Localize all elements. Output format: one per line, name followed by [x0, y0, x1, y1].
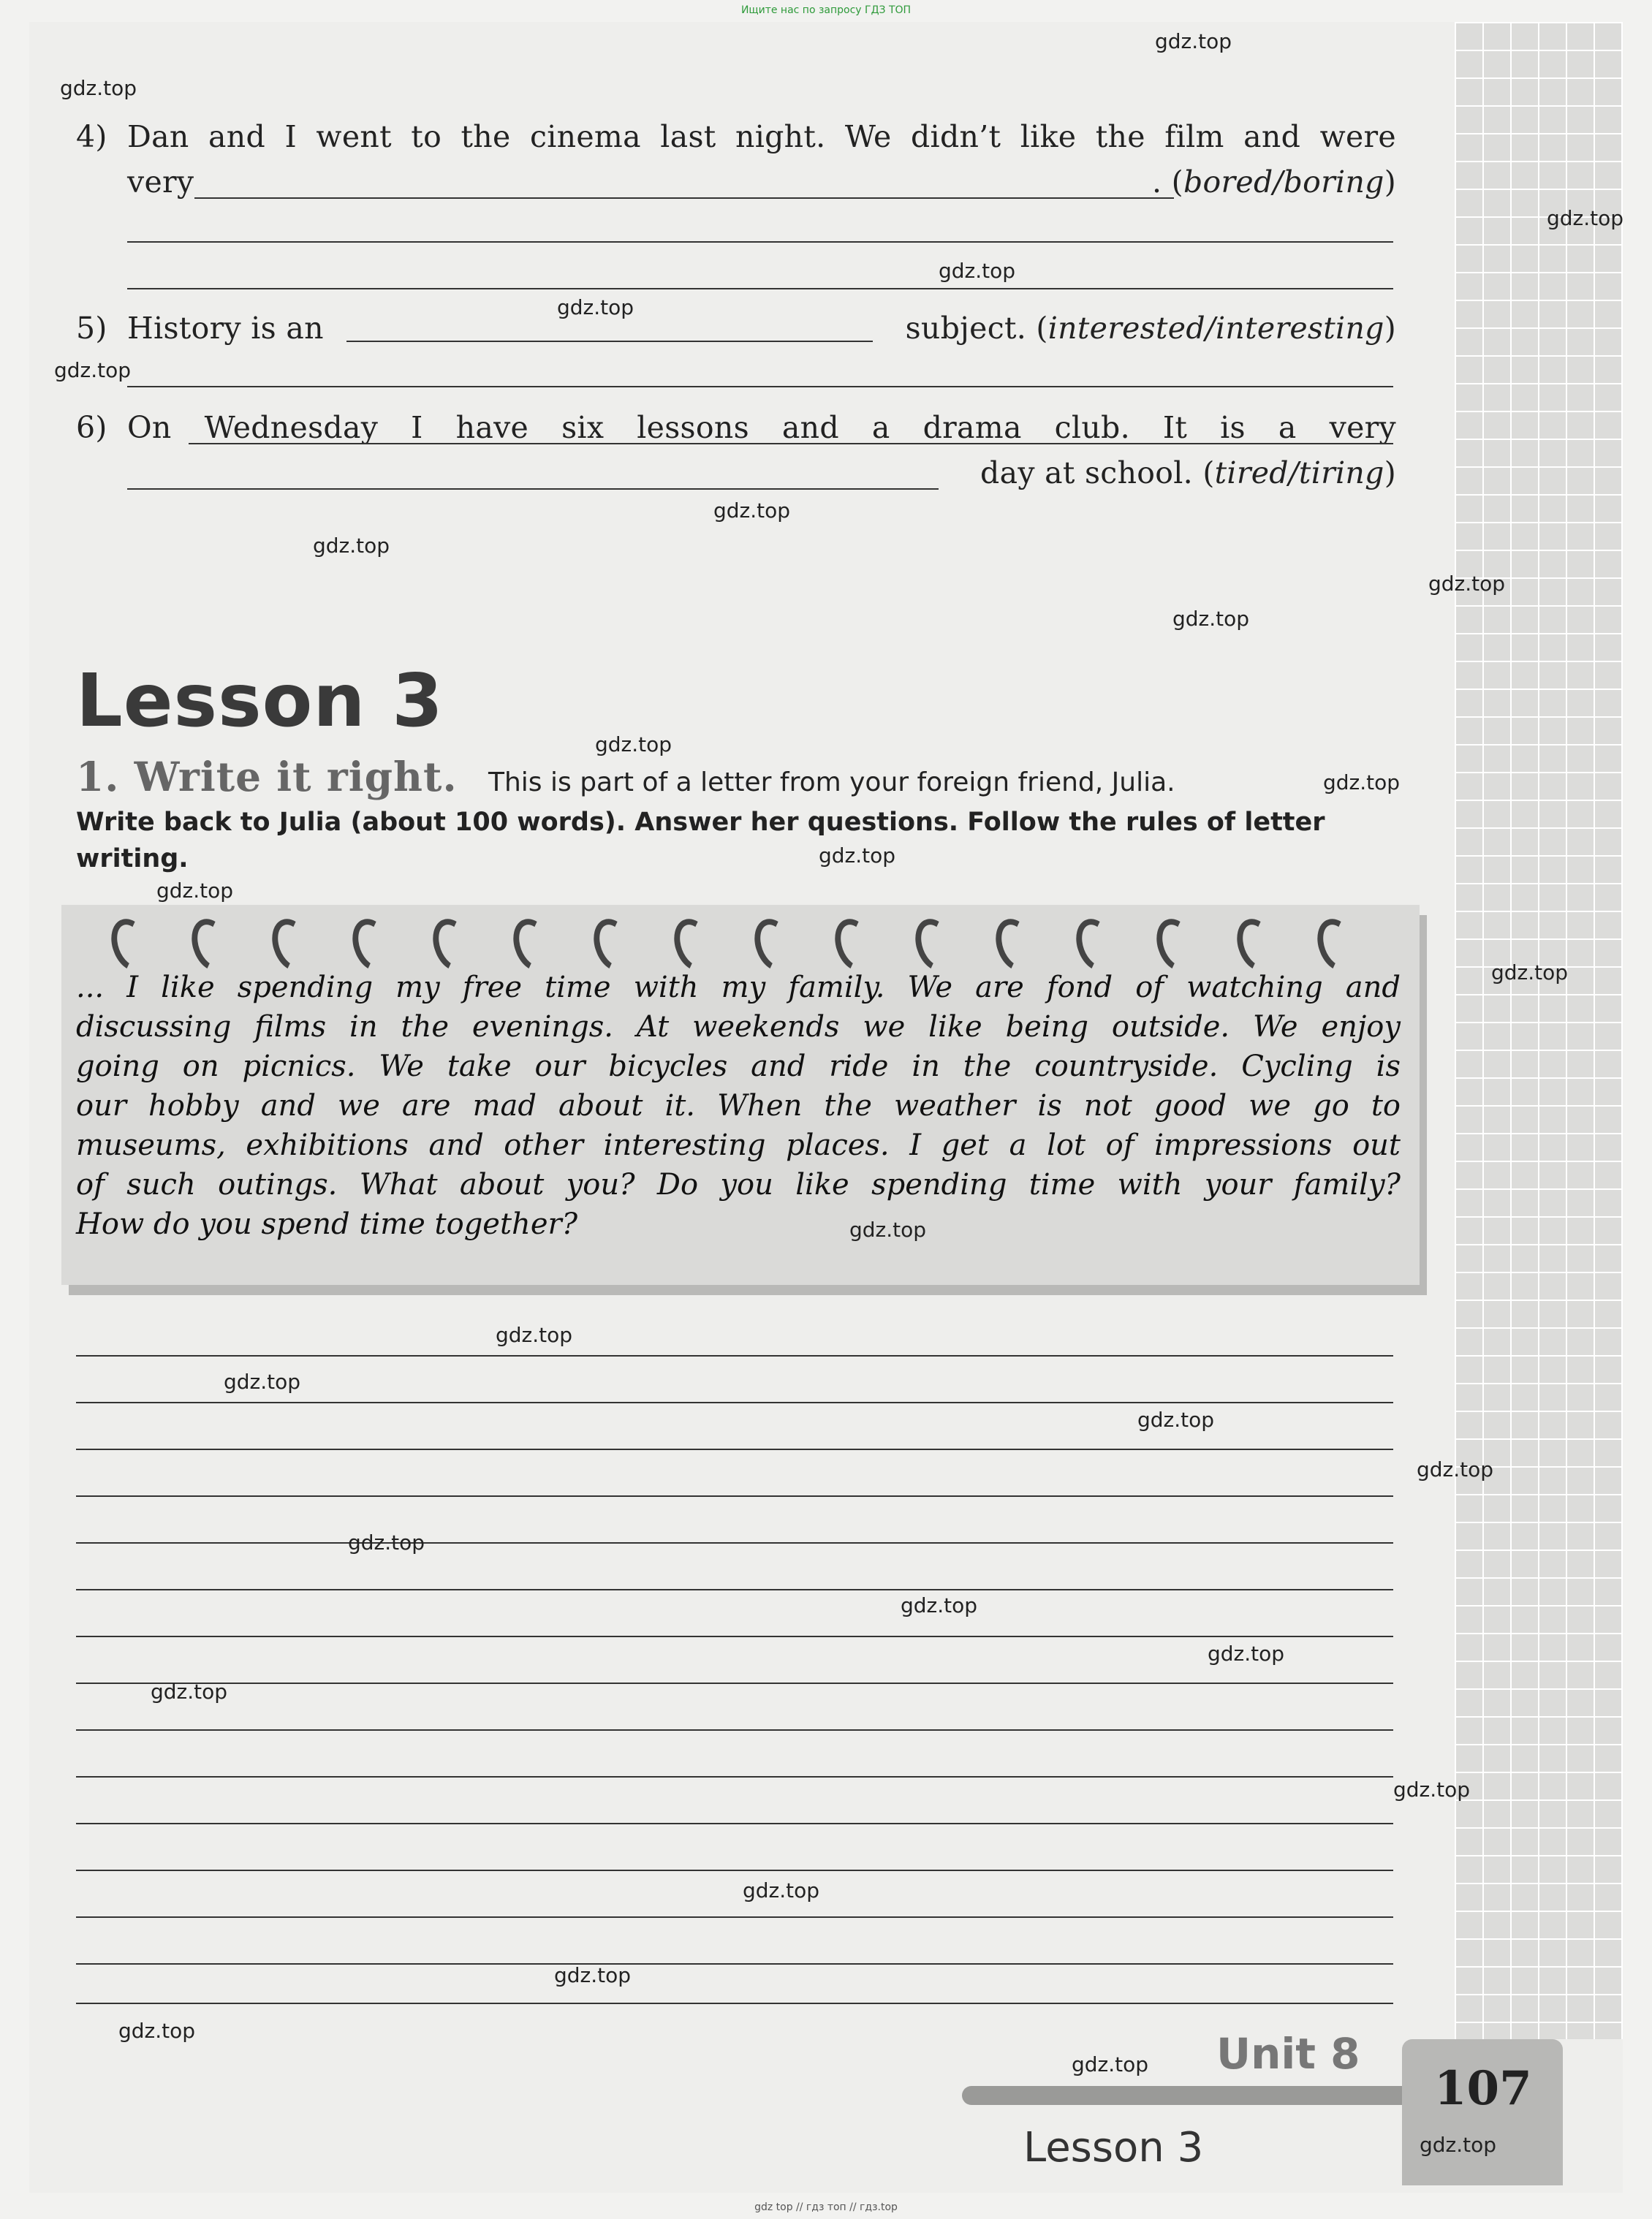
watermark: gdz.top — [849, 1218, 927, 1242]
item-options: day at school. (tired/tiring) — [980, 455, 1396, 490]
watermark: gdz.top — [1420, 2133, 1497, 2157]
letter-line: How do you spend time together? — [76, 1207, 578, 1241]
writing-line[interactable] — [76, 1823, 1393, 1824]
grid-margin-strip — [1455, 22, 1623, 2039]
writing-line[interactable] — [76, 1683, 1393, 1684]
lesson-title: Lesson 3 — [76, 658, 444, 743]
watermark: gdz.top — [1417, 1457, 1494, 1482]
watermark: gdz.top — [1323, 770, 1401, 794]
task-instruction: Write back to Julia (about 100 words). Answer her questions. Follow the rules of letter writing. — [76, 808, 1325, 873]
item-number: 6) — [76, 410, 107, 445]
watermark: gdz.top — [554, 1963, 632, 1987]
watermark: gdz.top — [901, 1593, 978, 1617]
watermark: gdz.top — [54, 358, 132, 382]
answer-line[interactable] — [127, 488, 939, 490]
answer-line[interactable] — [127, 386, 1393, 387]
writing-line[interactable] — [76, 2003, 1393, 2004]
writing-line[interactable] — [76, 1729, 1393, 1731]
letter-line: discussing films in the evenings. At weekends we like being outside. We enjoy — [76, 1010, 1401, 1044]
watermark: gdz.top — [1547, 206, 1624, 230]
item-text: History is an — [127, 311, 324, 346]
answer-line[interactable] — [127, 241, 1393, 243]
bottom-note: gdz top // гдз топ // гдз.top — [754, 2201, 898, 2213]
watermark: gdz.top — [939, 259, 1016, 283]
watermark: gdz.top — [743, 1878, 820, 1903]
watermark: gdz.top — [1137, 1408, 1215, 1432]
lesson-label: Lesson 3 — [1023, 2124, 1204, 2171]
watermark: gdz.top — [819, 843, 896, 868]
watermark: gdz.top — [1491, 960, 1569, 985]
watermark: gdz.top — [496, 1323, 573, 1347]
watermark: gdz.top — [224, 1370, 301, 1394]
answer-line[interactable] — [127, 288, 1393, 289]
watermark: gdz.top — [1172, 607, 1250, 631]
answer-line[interactable] — [189, 443, 1393, 444]
watermark: gdz.top — [60, 76, 137, 100]
writing-line[interactable] — [76, 1963, 1393, 1965]
writing-line[interactable] — [76, 1636, 1393, 1637]
item-text: On Wednesday I have six lessons and a drama club. It is a very — [127, 410, 1396, 445]
writing-line[interactable] — [76, 1495, 1393, 1497]
watermark: gdz.top — [151, 1680, 228, 1704]
page-number: 107 — [1434, 2061, 1532, 2116]
watermark: gdz.top — [1393, 1778, 1471, 1802]
item-text: Dan and I went to the cinema last night. We didn’t like the film and were — [127, 119, 1396, 154]
answer-line[interactable] — [346, 341, 873, 342]
watermark: gdz.top — [118, 2019, 196, 2043]
watermark: gdz.top — [313, 534, 390, 558]
watermark: gdz.top — [1208, 1642, 1285, 1666]
watermark: gdz.top — [156, 879, 234, 903]
letter-line: museums, exhibitions and other interesting places. I get a lot of impressions out — [76, 1129, 1401, 1162]
watermark: gdz.top — [713, 498, 791, 523]
top-note: Ищите нас по запросу ГДЗ ТОП — [740, 4, 912, 16]
letter-line: going on picnics. We take our bicycles and ride in the countryside. Cycling is — [76, 1050, 1401, 1083]
watermark: gdz.top — [595, 732, 672, 756]
item-options: . (bored/boring) — [1151, 164, 1396, 200]
writing-line[interactable] — [76, 1402, 1393, 1403]
letter-line: ... I like spending my free time with my family. We are fond of watching and — [76, 971, 1401, 1004]
watermark: gdz.top — [1428, 572, 1506, 596]
letter-card — [61, 905, 1420, 1285]
writing-line[interactable] — [76, 1542, 1393, 1544]
item-number: 4) — [76, 119, 107, 154]
footer-bar — [962, 2086, 1403, 2105]
item-options: subject. (interested/interesting) — [905, 311, 1396, 346]
watermark: gdz.top — [1072, 2052, 1149, 2076]
writing-line[interactable] — [76, 1916, 1393, 1918]
writing-line[interactable] — [76, 1776, 1393, 1778]
task-heading: 1. Write it right. — [76, 753, 458, 800]
writing-line[interactable] — [76, 1589, 1393, 1590]
item-number: 5) — [76, 311, 107, 346]
letter-line: our hobby and we are mad about it. When the weather is not good we go to — [76, 1089, 1401, 1123]
unit-label: Unit 8 — [1216, 2029, 1360, 2079]
watermark: gdz.top — [1155, 29, 1232, 53]
writing-line[interactable] — [76, 1870, 1393, 1871]
writing-line[interactable] — [76, 1355, 1393, 1357]
answer-line[interactable] — [194, 197, 1174, 199]
watermark: gdz.top — [557, 295, 634, 319]
writing-line[interactable] — [76, 1449, 1393, 1450]
task-intro: This is part of a letter from your foreign friend, Julia. — [488, 767, 1175, 797]
letter-text — [76, 968, 1401, 1244]
letter-line: of such outings. What about you? Do you like spending time with your family? — [76, 1168, 1401, 1202]
item-text: very — [127, 164, 194, 200]
watermark: gdz.top — [348, 1530, 425, 1555]
